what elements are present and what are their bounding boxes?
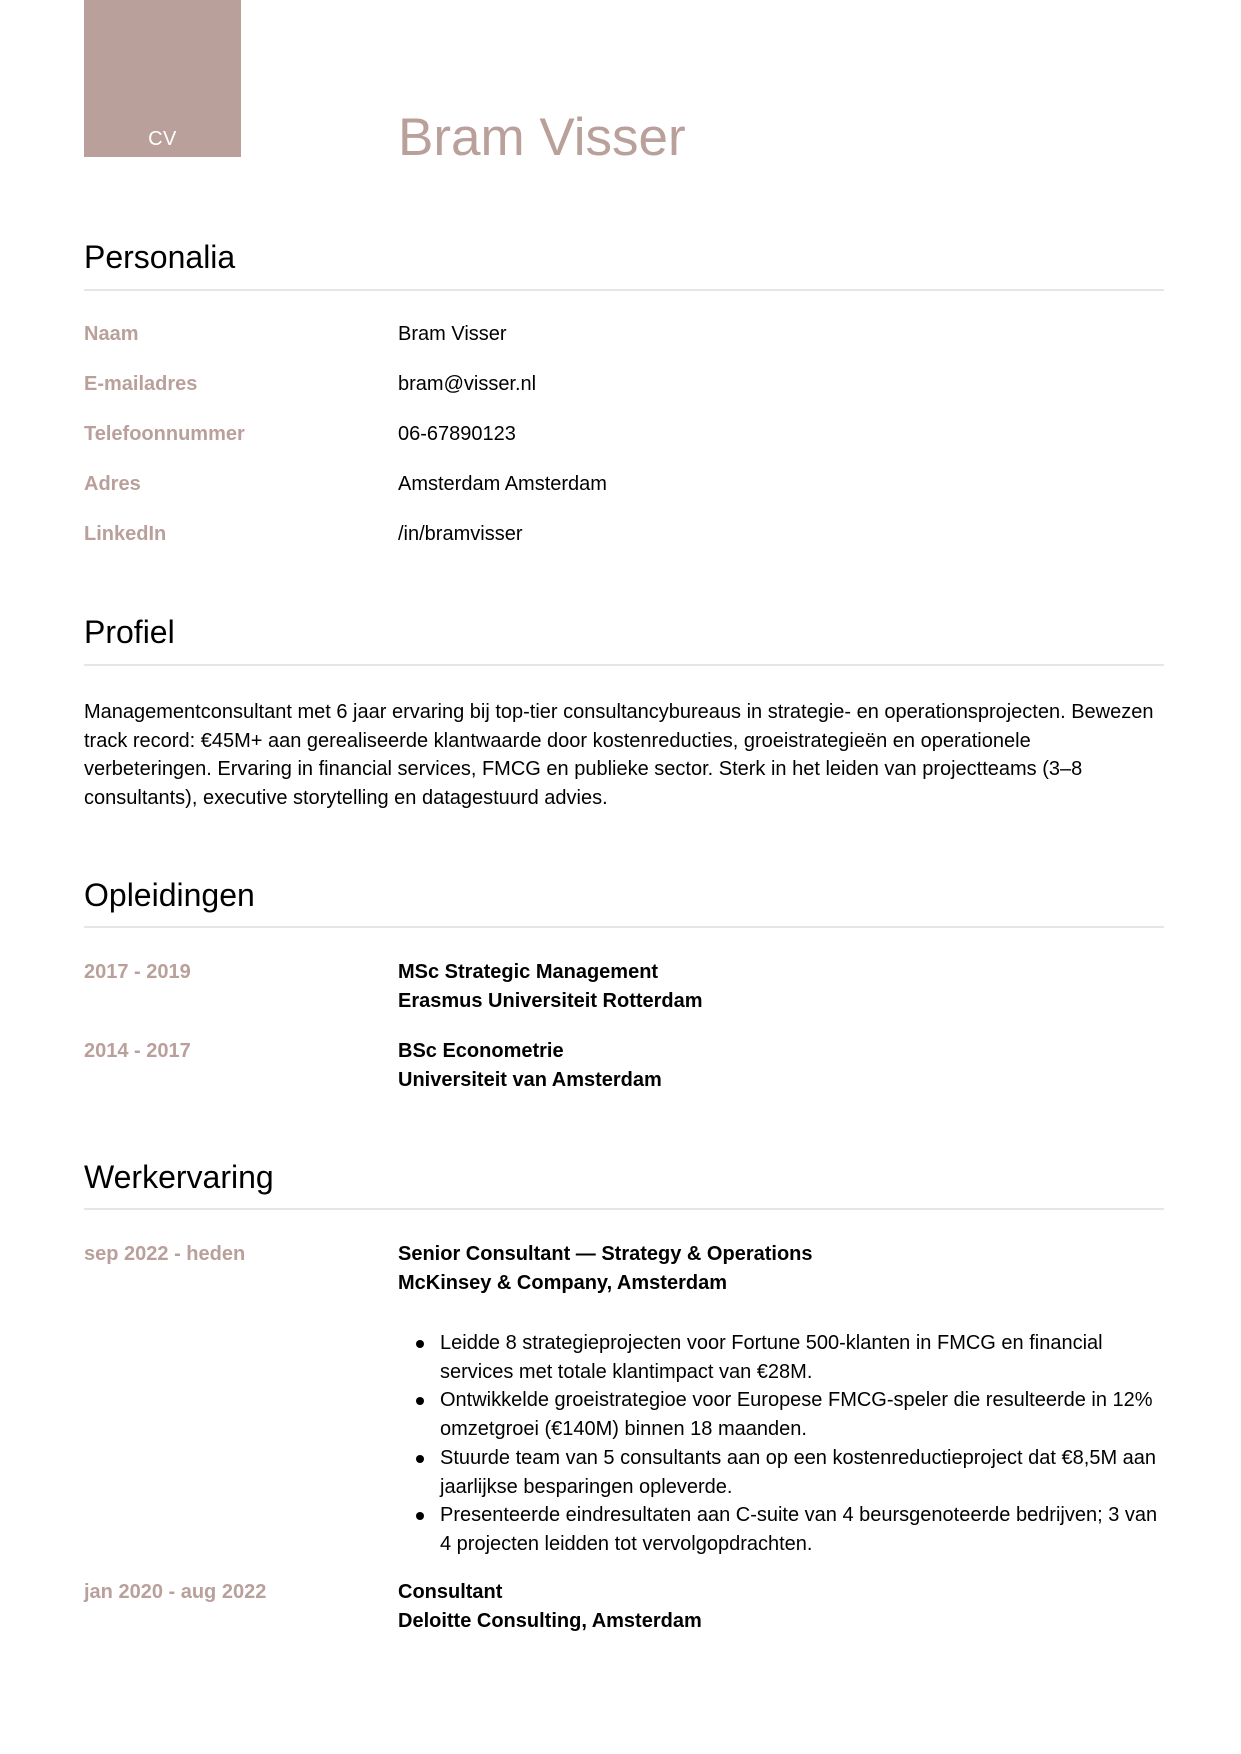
bullet-icon <box>416 1455 424 1463</box>
personalia-label-telefoon: Telefoonnummer <box>84 423 245 445</box>
work-achievement-text: Leidde 8 strategieprojecten voor Fortune 500-klanten in FMCG en financial services met totale klantimpact van €28M. <box>440 1332 1103 1383</box>
cv-badge-label: CV <box>148 128 177 150</box>
personalia-label-linkedin: LinkedIn <box>84 523 167 545</box>
education-period: 2017 - 2019 <box>84 961 191 983</box>
candidate-name: Bram Visser <box>398 108 686 167</box>
work-achievement-item <box>398 1329 1164 1386</box>
education-institution: Erasmus Universiteit Rotterdam <box>398 990 703 1012</box>
personalia-value-linkedin: /in/bramvisser <box>398 523 523 545</box>
personalia-value-adres: Amsterdam Amsterdam <box>398 473 607 495</box>
cv-badge <box>84 0 241 157</box>
personalia-value-telefoon: 06-67890123 <box>398 423 516 445</box>
personalia-label-email: E-mailadres <box>84 373 198 395</box>
education-degree: MSc Strategic Management <box>398 961 659 983</box>
work-achievement-item <box>398 1501 1164 1558</box>
section-title-personalia: Personalia <box>84 239 236 275</box>
section-title-werkervaring: Werkervaring <box>84 1159 274 1195</box>
work-achievement-item <box>398 1386 1164 1443</box>
profile-summary: Managementconsultant met 6 jaar ervaring bij top-tier consultancybureaus in strategie- en operationsprojecten. Bewezen track record: €45M+ aan gerealiseerde klantwaarde door kostenreducties, groeistrategieën en operationele verbeteringen. Ervaring in financial services, FMCG en publieke sector. Sterk in het leiden van projectteams (3–8 consultants), executive storytelling en datagestuurd advies. <box>84 701 1154 810</box>
work-period: sep 2022 - heden <box>84 1243 246 1265</box>
work-company: Deloitte Consulting, Amsterdam <box>398 1610 702 1632</box>
section-title-opleidingen: Opleidingen <box>84 877 255 913</box>
bullet-icon <box>416 1340 424 1348</box>
work-achievement-text: Ontwikkelde groeistrategioe voor Europese FMCG-speler die resulteerde in 12% omzetgroei (€140M) binnen 18 maanden. <box>440 1389 1153 1441</box>
section-title-profiel: Profiel <box>84 614 175 650</box>
work-period: jan 2020 - aug 2022 <box>84 1581 267 1603</box>
work-achievement-text: Stuurde team van 5 consultants aan op een kostenreductieproject dat €8,5M aan jaarlijkse besparingen opleverde. <box>440 1446 1157 1498</box>
work-company: McKinsey & Company, Amsterdam <box>398 1272 727 1294</box>
personalia-value-email: bram@visser.nl <box>398 373 537 395</box>
bullet-icon <box>416 1397 424 1405</box>
work-role: Consultant <box>398 1581 503 1603</box>
section-divider <box>84 289 1164 291</box>
personalia-label-naam: Naam <box>84 323 139 345</box>
education-institution: Universiteit van Amsterdam <box>398 1069 662 1091</box>
work-achievement-item <box>398 1444 1164 1501</box>
section-divider <box>84 926 1164 928</box>
section-divider <box>84 664 1164 666</box>
work-achievement-text: Presenteerde eindresultaten aan C-suite van 4 beursgenoteerde bedrijven; 3 van 4 projecten leidden tot vervolgopdrachten. <box>440 1504 1158 1555</box>
personalia-value-naam: Bram Visser <box>398 323 507 345</box>
bullet-icon <box>416 1512 424 1520</box>
section-divider <box>84 1208 1164 1210</box>
work-role: Senior Consultant — Strategy & Operations <box>398 1243 813 1265</box>
education-period: 2014 - 2017 <box>84 1040 191 1062</box>
personalia-label-adres: Adres <box>84 473 141 495</box>
education-degree: BSc Econometrie <box>398 1040 564 1062</box>
work-achievements-list <box>398 1329 1164 1559</box>
